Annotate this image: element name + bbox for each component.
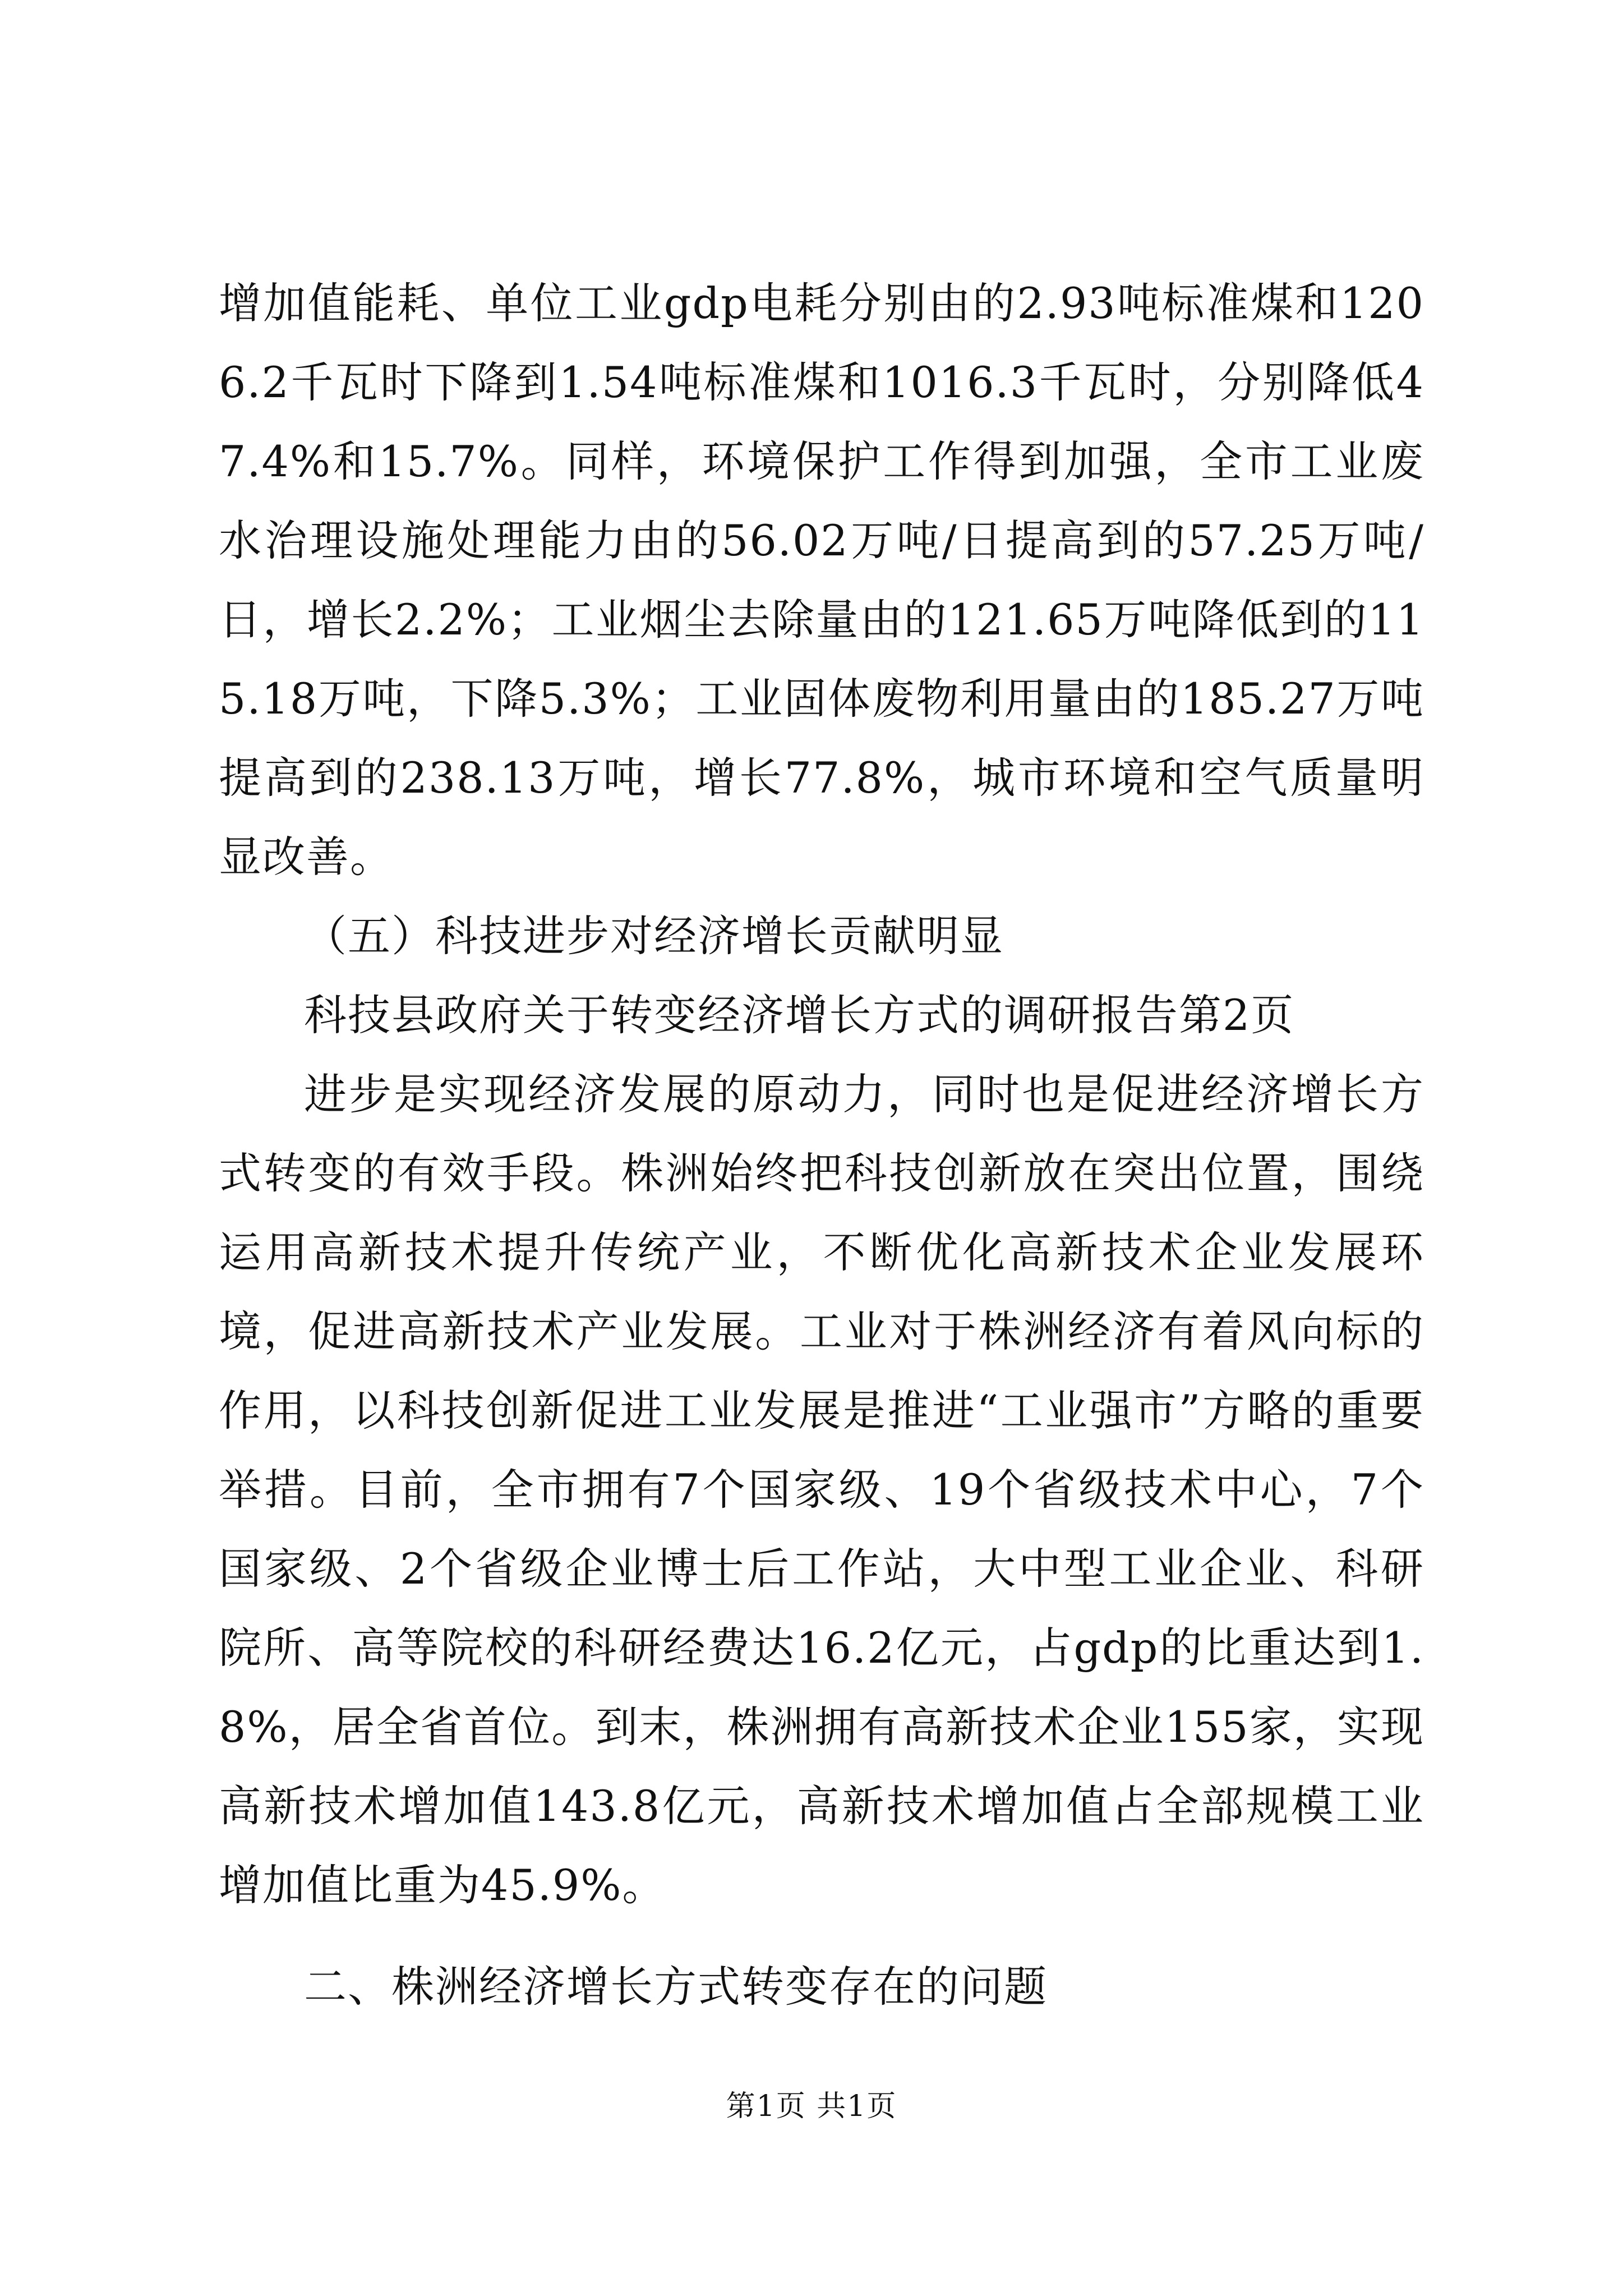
paragraph-energy-environment: 增加值能耗、单位工业gdp电耗分别由的2.93吨标准煤和1206.2千瓦时下降到1.54吨标准煤和1016.3千瓦时，分别降低47.4%和15.7%。同样，环境保护工作得到加强，全市工业废水治理设施处理能力由的56.02万吨/日提高到的57.25万吨/日，增长2.2%；工业烟尘去除量由的121.65万吨降低到的115.18万吨，下降5.3%；工业固体废物利用量由的185.27万吨提高到的238.13万吨，增长77.8%，城市环境和空气质量明显改善。: [219, 278, 1424, 882]
section-heading-tech-progress: （五）科技进步对经济增长贡献明显: [304, 911, 1004, 961]
document-body: [219, 264, 1424, 2026]
section-heading-problems: 二、株洲经济增长方式转变存在的问题: [304, 1962, 1048, 2012]
paragraph-tech-innovation: 进步是实现经济发展的原动力，同时也是促进经济增长方式转变的有效手段。株洲始终把科技创新放在突出位置，围绕运用高新技术提升传统产业，不断优化高新技术企业发展环境，促进高新技术产业发展。工业对于株洲经济有着风向标的作用，以科技创新促进工业发展是推进“工业强市”方略的重要举措。目前，全市拥有7个国家级、19个省级技术中心，7个国家级、2个省级企业博士后工作站，大中型工业企业、科研院所、高等院校的科研经费达16.2亿元，占gdp的比重达到1.8%，居全省首位。到末，株洲拥有高新技术企业155家，实现高新技术增加值143.8亿元，高新技术增加值占全部规模工业增加值比重为45.9%。: [219, 1069, 1424, 1910]
page-footer: 第1页 共1页: [726, 2090, 897, 2123]
paragraph-page-title-line: 科技县政府关于转变经济增长方式的调研报告第2页: [304, 990, 1295, 1040]
